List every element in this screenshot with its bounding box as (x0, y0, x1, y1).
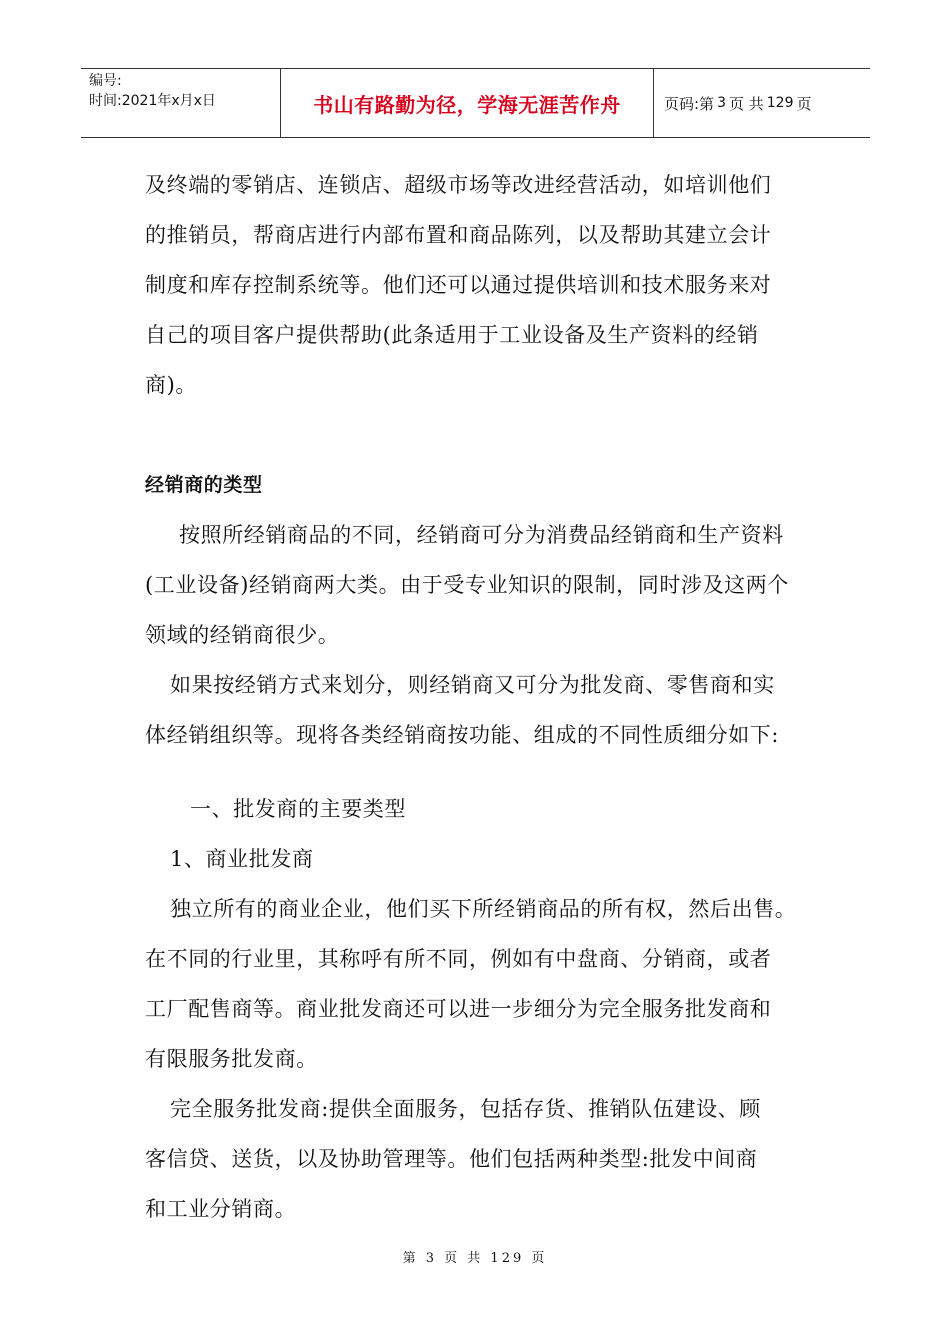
body-line: 按照所经销商品的不同，经销商可分为消费品经销商和生产资料 (179, 523, 784, 547)
blank-line (145, 410, 825, 460)
body-line: 自己的项目客户提供帮助(此条适用于工业设备及生产资料的经销 (145, 323, 759, 347)
body-line: 如果按经销方式来划分，则经销商又可分为批发商、零售商和实 (170, 673, 775, 697)
body-line: 及终端的零销店、连锁店、超级市场等改进经营活动，如培训他们 (145, 173, 772, 197)
header-page-info (654, 69, 870, 137)
subsection-heading: 1、商业批发商 (170, 847, 314, 871)
blank-line (145, 760, 825, 784)
document-header (81, 68, 870, 138)
number-label: 编号: (89, 73, 122, 89)
body-line: 和工业分销商。 (145, 1197, 297, 1221)
page-mid: 页 共 (728, 94, 764, 113)
time-label: 时间:2021年x月x日 (89, 93, 216, 109)
header-motto: 书山有路勤为径，学海无涯苦作舟 (281, 69, 654, 137)
section-heading: 经销商的类型 (145, 474, 263, 496)
body-line: 客信贷、送货，以及协助管理等。他们包括两种类型:批发中间商 (145, 1147, 758, 1171)
body-line: 领域的经销商很少。 (145, 623, 340, 647)
page-total: 129 (766, 95, 794, 111)
page-suffix: 页 (796, 94, 812, 113)
body-line: 商)。 (145, 373, 197, 397)
body-line: (工业设备)经销商两大类。由于受专业知识的限制，同时涉及这两个 (145, 573, 789, 597)
subsection-heading: 一、批发商的主要类型 (190, 797, 406, 821)
body-line: 完全服务批发商:提供全面服务，包括存货、推销队伍建设、顾 (170, 1097, 761, 1121)
page-prefix: 页码:第 (664, 94, 715, 113)
body-line: 有限服务批发商。 (145, 1047, 318, 1071)
page-footer: 第 3 页 共 129 页 (402, 1251, 548, 1266)
body-line: 工厂配售商等。商业批发商还可以进一步细分为完全服务批发商和 (145, 997, 772, 1021)
body-line: 独立所有的商业企业，他们买下所经销商品的所有权，然后出售。 (170, 897, 797, 921)
body-line: 的推销员，帮商店进行内部布置和商品陈列，以及帮助其建立会计 (145, 223, 772, 247)
document-body (145, 160, 825, 1234)
page-number: 3 (717, 95, 726, 111)
body-line: 体经销组织等。现将各类经销商按功能、组成的不同性质细分如下: (145, 723, 780, 747)
body-line: 制度和库存控制系统等。他们还可以通过提供培训和技术服务来对 (145, 273, 772, 297)
body-line: 在不同的行业里，其称呼有所不同，例如有中盘商、分销商，或者 (145, 947, 772, 971)
header-meta (81, 69, 281, 137)
